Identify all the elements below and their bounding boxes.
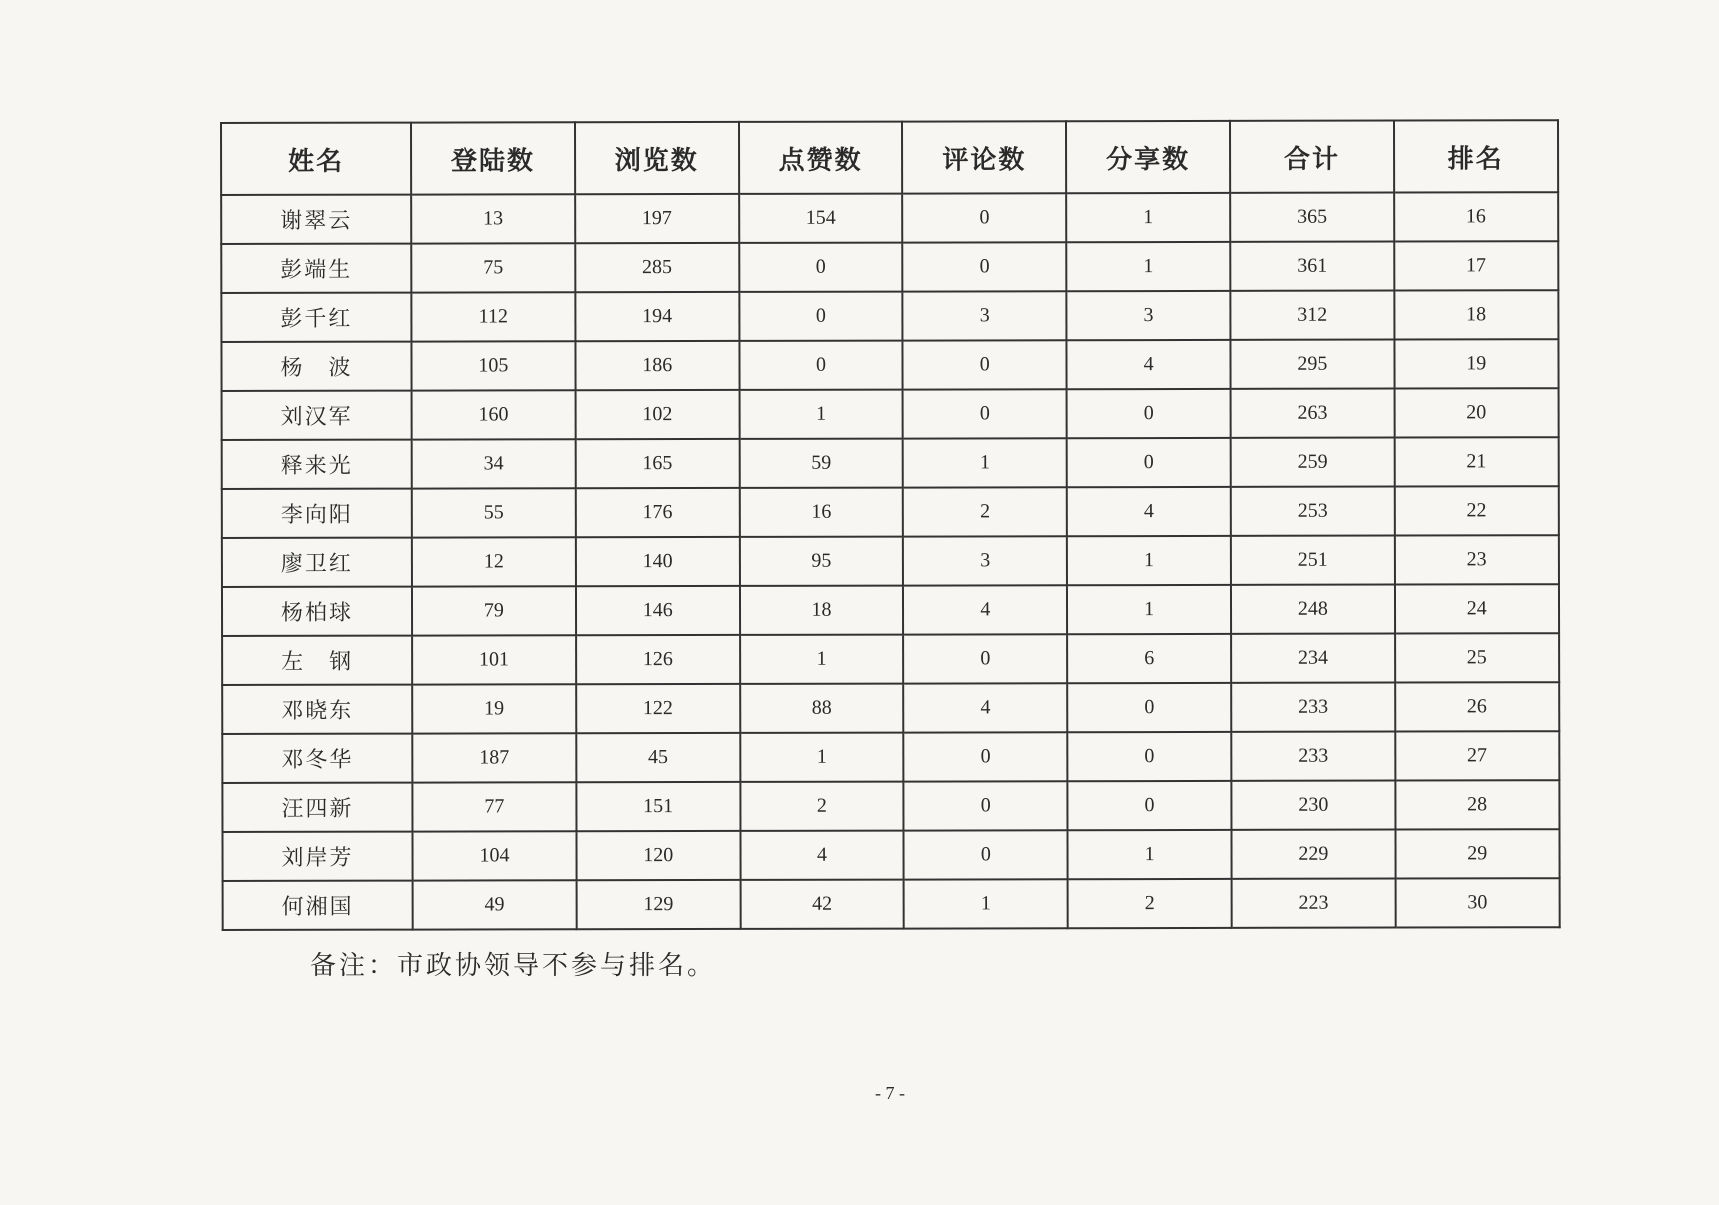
value-cell: 1: [740, 635, 904, 684]
value-cell: 2: [903, 487, 1067, 536]
value-cell: 361: [1230, 242, 1394, 291]
value-cell: 165: [575, 439, 739, 488]
value-cell: 13: [411, 194, 575, 243]
table-row: [222, 731, 1559, 783]
value-cell: 1: [1066, 242, 1230, 291]
value-cell: 4: [904, 683, 1068, 732]
name-cell: 释来光: [222, 440, 412, 489]
table-row: [223, 878, 1560, 930]
value-cell: 0: [739, 243, 903, 292]
value-cell: 1: [1066, 193, 1230, 242]
value-cell: 101: [412, 635, 576, 684]
name-cell: 汪四新: [222, 783, 412, 832]
table-row: [222, 388, 1559, 440]
value-cell: 75: [411, 243, 575, 292]
name-cell: 刘岸芳: [222, 832, 412, 881]
value-cell: 229: [1231, 830, 1395, 879]
name-cell: 邓晓东: [222, 685, 412, 734]
value-cell: 295: [1230, 340, 1394, 389]
value-cell: 26: [1395, 682, 1559, 731]
value-cell: 186: [575, 341, 739, 390]
value-cell: 146: [576, 586, 740, 635]
name-cell: 刘汉军: [222, 391, 412, 440]
table-row: [222, 584, 1559, 636]
value-cell: 25: [1395, 633, 1559, 682]
value-cell: 45: [576, 733, 740, 782]
table-row: [221, 339, 1558, 391]
value-cell: 154: [739, 194, 903, 243]
column-header: 点赞数: [739, 122, 903, 194]
value-cell: 42: [740, 880, 904, 929]
value-cell: 248: [1231, 585, 1395, 634]
value-cell: 312: [1230, 291, 1394, 340]
value-cell: 24: [1395, 584, 1559, 633]
name-cell: 杨柏球: [222, 587, 412, 636]
value-cell: 122: [576, 684, 740, 733]
value-cell: 0: [1067, 683, 1231, 732]
value-cell: 234: [1231, 634, 1395, 683]
value-cell: 0: [1067, 732, 1231, 781]
value-cell: 129: [576, 880, 740, 929]
value-cell: 19: [1394, 339, 1558, 388]
value-cell: 197: [575, 194, 739, 243]
value-cell: 28: [1395, 780, 1559, 829]
value-cell: 16: [1394, 192, 1558, 241]
value-cell: 0: [739, 341, 903, 390]
value-cell: 30: [1395, 878, 1559, 927]
value-cell: 263: [1231, 389, 1395, 438]
table-row: [222, 780, 1559, 832]
name-cell: 彭端生: [221, 244, 411, 293]
value-cell: 105: [411, 341, 575, 390]
name-cell: 何湘国: [223, 881, 413, 930]
name-cell: 李向阳: [222, 489, 412, 538]
value-cell: 29: [1395, 829, 1559, 878]
value-cell: 12: [412, 537, 576, 586]
page-number: - 7 -: [875, 1083, 905, 1103]
name-cell: 左 钢: [222, 636, 412, 685]
value-cell: 4: [740, 831, 904, 880]
value-cell: 23: [1395, 535, 1559, 584]
value-cell: 1: [740, 733, 904, 782]
name-cell: 彭千红: [221, 293, 411, 342]
table-row: [222, 437, 1559, 489]
value-cell: 233: [1231, 683, 1395, 732]
value-cell: 0: [903, 242, 1067, 291]
table-row: [222, 486, 1559, 538]
value-cell: 112: [411, 292, 575, 341]
table-row: [221, 290, 1558, 342]
ranking-table: [220, 119, 1560, 931]
value-cell: 59: [739, 439, 903, 488]
table-row: [222, 829, 1559, 881]
value-cell: 0: [904, 732, 1068, 781]
value-cell: 1: [1067, 536, 1231, 585]
value-cell: 120: [576, 831, 740, 880]
value-cell: 4: [1067, 340, 1231, 389]
value-cell: 0: [904, 830, 1068, 879]
value-cell: 27: [1395, 731, 1559, 780]
column-header: 排名: [1394, 120, 1558, 192]
value-cell: 95: [739, 537, 903, 586]
table-body: [221, 192, 1559, 930]
value-cell: 223: [1232, 879, 1396, 928]
value-cell: 21: [1394, 437, 1558, 486]
value-cell: 3: [903, 291, 1067, 340]
value-cell: 365: [1230, 193, 1394, 242]
value-cell: 18: [1394, 290, 1558, 339]
name-cell: 谢翠云: [221, 195, 411, 244]
value-cell: 88: [740, 684, 904, 733]
column-header: 评论数: [902, 121, 1066, 193]
value-cell: 285: [575, 243, 739, 292]
value-cell: 77: [412, 782, 576, 831]
value-cell: 4: [1067, 487, 1231, 536]
value-cell: 2: [1068, 879, 1232, 928]
header-row: [221, 120, 1558, 195]
name-cell: 杨 波: [221, 342, 411, 391]
column-header: 浏览数: [575, 122, 739, 194]
value-cell: 1: [904, 879, 1068, 928]
column-header: 分享数: [1066, 121, 1230, 193]
value-cell: 251: [1231, 536, 1395, 585]
value-cell: 0: [1067, 389, 1231, 438]
table-row: [221, 192, 1558, 244]
column-header: 合计: [1230, 121, 1394, 193]
value-cell: 0: [903, 193, 1067, 242]
value-cell: 253: [1231, 487, 1395, 536]
table-row: [222, 535, 1559, 587]
value-cell: 0: [903, 389, 1067, 438]
value-cell: 259: [1231, 438, 1395, 487]
value-cell: 0: [1067, 438, 1231, 487]
value-cell: 1: [903, 438, 1067, 487]
remark-note: 备注：市政协领导不参与排名。: [310, 951, 717, 981]
value-cell: 3: [1067, 291, 1231, 340]
value-cell: 151: [576, 782, 740, 831]
value-cell: 20: [1394, 388, 1558, 437]
value-cell: 6: [1067, 634, 1231, 683]
name-cell: 邓冬华: [222, 734, 412, 783]
value-cell: 194: [575, 292, 739, 341]
column-header: 登陆数: [411, 122, 575, 194]
value-cell: 3: [903, 536, 1067, 585]
value-cell: 22: [1395, 486, 1559, 535]
table-row: [222, 633, 1559, 685]
value-cell: 1: [1067, 585, 1231, 634]
value-cell: 1: [1068, 830, 1232, 879]
value-cell: 0: [1068, 781, 1232, 830]
value-cell: 230: [1231, 781, 1395, 830]
table-row: [221, 241, 1558, 293]
value-cell: 0: [739, 292, 903, 341]
value-cell: 16: [739, 488, 903, 537]
value-cell: 2: [740, 782, 904, 831]
name-cell: 廖卫红: [222, 538, 412, 587]
value-cell: 34: [412, 439, 576, 488]
value-cell: 0: [903, 634, 1067, 683]
value-cell: 0: [903, 340, 1067, 389]
table-row: [222, 682, 1559, 734]
value-cell: 55: [412, 488, 576, 537]
column-header: 姓名: [221, 123, 411, 195]
value-cell: 0: [904, 781, 1068, 830]
value-cell: 49: [413, 880, 577, 929]
value-cell: 233: [1231, 732, 1395, 781]
value-cell: 104: [412, 831, 576, 880]
value-cell: 79: [412, 586, 576, 635]
value-cell: 126: [576, 635, 740, 684]
value-cell: 102: [575, 390, 739, 439]
value-cell: 140: [576, 537, 740, 586]
value-cell: 1: [739, 390, 903, 439]
value-cell: 176: [576, 488, 740, 537]
value-cell: 187: [412, 733, 576, 782]
value-cell: 19: [412, 684, 576, 733]
table-header: [221, 120, 1558, 195]
value-cell: 160: [412, 390, 576, 439]
value-cell: 17: [1394, 241, 1558, 290]
value-cell: 4: [903, 585, 1067, 634]
value-cell: 18: [740, 586, 904, 635]
